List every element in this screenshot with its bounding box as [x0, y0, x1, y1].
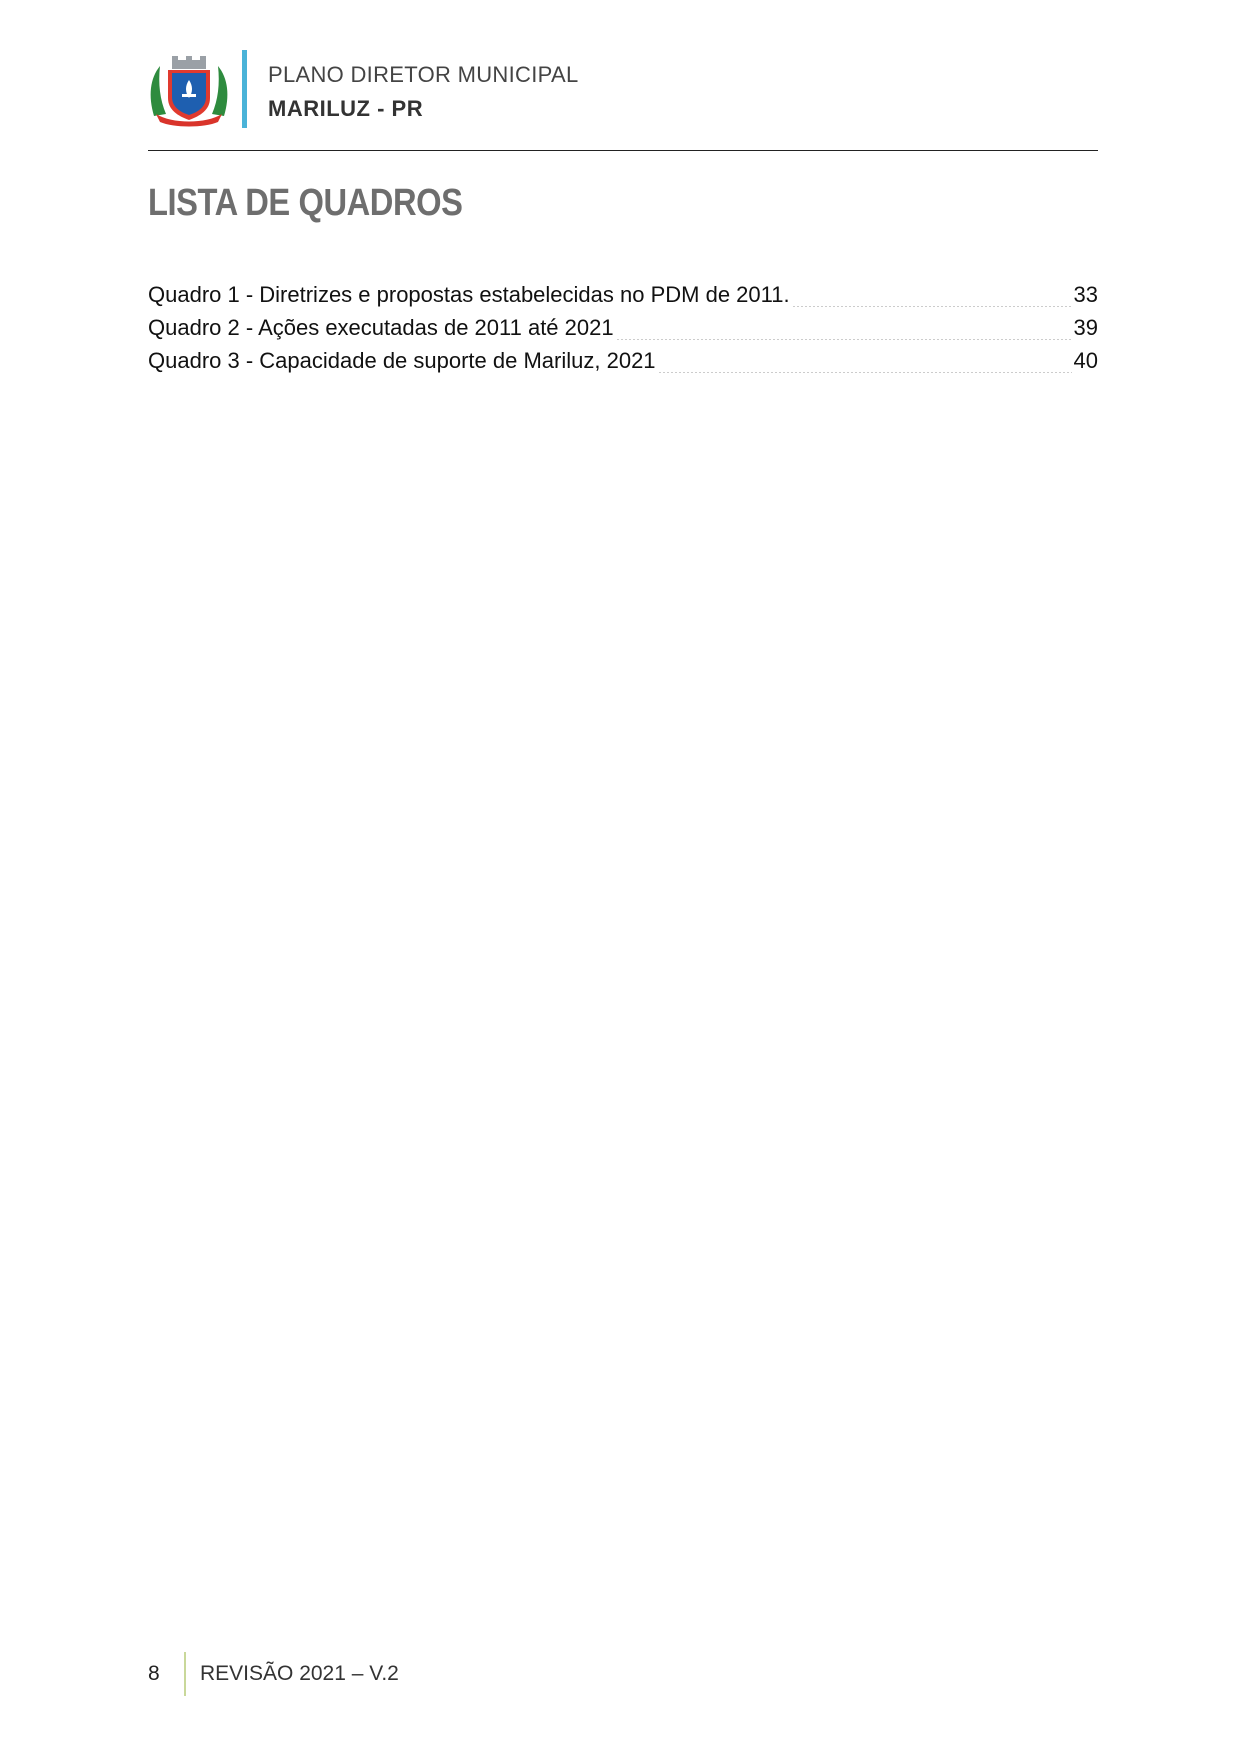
toc-entry-2[interactable] — [148, 315, 1098, 348]
toc-entry-text: Quadro 2 - Ações executadas de 2011 até 2021 — [148, 315, 614, 340]
page-footer — [148, 1652, 748, 1696]
toc-leader-dots — [616, 339, 1072, 340]
toc-leader-dots — [792, 306, 1072, 307]
footer-page-number: 8 — [148, 1662, 160, 1685]
table-of-contents — [148, 282, 1098, 381]
document-title: PLANO DIRETOR MUNICIPAL — [268, 62, 579, 87]
toc-entry-page: 39 — [1073, 315, 1098, 340]
toc-entry-text: Quadro 1 - Diretrizes e propostas estabelecidas no PDM de 2011. — [148, 282, 790, 307]
footer-revision: REVISÃO 2021 – V.2 — [200, 1662, 399, 1685]
toc-entry-3[interactable] — [148, 348, 1098, 381]
toc-entry-page: 33 — [1073, 282, 1098, 307]
page-heading: LISTA DE QUADROS — [148, 182, 463, 224]
toc-leader-dots — [658, 372, 1072, 373]
header-divider — [148, 150, 1098, 151]
header-accent-bar — [242, 50, 247, 128]
toc-entry-1[interactable] — [148, 282, 1098, 315]
municipality-name: MARILUZ - PR — [268, 96, 424, 121]
footer-accent-bar — [184, 1652, 186, 1696]
page-header — [148, 48, 1098, 132]
toc-entry-page: 40 — [1073, 348, 1098, 373]
coat-of-arms-icon — [148, 56, 230, 128]
toc-entry-text: Quadro 3 - Capacidade de suporte de Mariluz, 2021 — [148, 348, 656, 373]
